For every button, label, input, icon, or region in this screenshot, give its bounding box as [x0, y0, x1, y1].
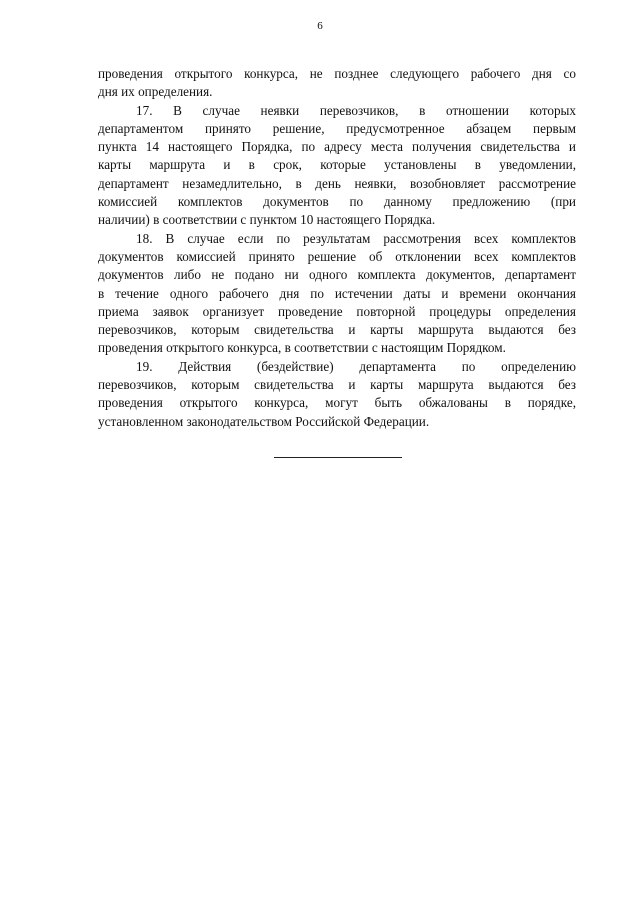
document-body	[98, 65, 576, 431]
text-line: перевозчиков, которым свидетельства и карты маршрута выдаются без	[98, 322, 576, 338]
paragraph-18	[98, 230, 576, 358]
text-line: проведения открытого конкурса, в соответствии с настоящим Порядком.	[98, 340, 506, 356]
text-line: 17. В случае неявки перевозчиков, в отношении которых	[136, 102, 576, 118]
text-line: в течение одного рабочего дня по истечении даты и времени окончания	[98, 285, 576, 301]
text-line: приема заявок организует проведение повторной процедуры определения	[98, 303, 576, 319]
text-line: пункта 14 настоящего Порядка, по адресу места получения свидетельства и	[98, 139, 576, 155]
text-line: комиссией комплектов документов по данному предложению (при	[98, 194, 576, 210]
paragraph-16-continuation	[98, 65, 576, 102]
text-line: дня их определения.	[98, 84, 213, 100]
paragraph-17	[98, 102, 576, 230]
text-line: 18. В случае если по результатам рассмотрения всех комплектов	[136, 230, 576, 246]
text-line: наличии) в соответствии с пунктом 10 настоящего Порядка.	[98, 212, 436, 228]
text-line: проведения открытого конкурса, не позднее следующего рабочего дня со	[98, 66, 576, 81]
text-line: перевозчиков, которым свидетельства и карты маршрута выдаются без	[98, 377, 576, 393]
text-line: проведения открытого конкурса, могут быть обжалованы в порядке,	[98, 395, 576, 411]
text-line: 19. Действия (бездействие) департамента по определению	[136, 358, 576, 374]
text-line: департамент незамедлительно, в день неявки, возобновляет рассмотрение	[98, 175, 576, 191]
text-line: карты маршрута и в срок, которые установлены в уведомлении,	[98, 157, 576, 173]
page-number: 6	[317, 20, 323, 32]
text-line: департаментом принято решение, предусмотренное абзацем первым	[98, 120, 576, 136]
text-line: документов либо не подано ни одного комплекта документов, департамент	[98, 267, 576, 283]
closing-separator-line	[274, 457, 402, 458]
text-line: установленном законодательством Российской Федерации.	[98, 413, 430, 429]
text-line: документов комиссией принято решение об отклонении всех комплектов	[98, 248, 576, 264]
paragraph-19	[98, 358, 576, 431]
